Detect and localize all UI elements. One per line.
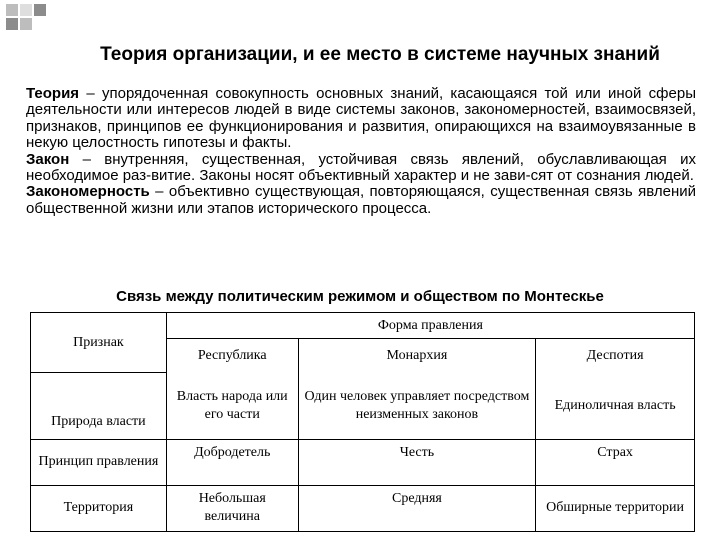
feature-header: Признак <box>31 313 167 373</box>
table-title: Связь между политическим режимом и обществом по Монтескье <box>116 288 604 305</box>
table-cell: Один человек управляет посредством неизменных законов <box>298 373 536 439</box>
column-header: Республика <box>166 339 298 373</box>
column-header: Монархия <box>298 339 536 373</box>
definition-separator: – <box>79 85 102 102</box>
definition-separator: – <box>149 183 169 201</box>
row-label: Территория <box>31 485 167 531</box>
table-cell: Честь <box>298 439 536 485</box>
table-cell: Страх <box>536 439 695 485</box>
table-cell: Власть народа или его части <box>166 373 298 439</box>
definition-regularity <box>26 184 696 217</box>
table-row <box>31 485 695 531</box>
row-label: Принцип правления <box>31 439 167 485</box>
corner-square <box>20 4 32 16</box>
montesquieu-table <box>30 312 695 532</box>
row-label: Природа власти <box>31 373 167 439</box>
definition-term: Закономерность <box>26 183 150 201</box>
page-title: Теория организации, и ее место в системе научных знаний <box>100 44 660 65</box>
corner-square <box>20 18 32 30</box>
table-cell: Добродетель <box>166 439 298 485</box>
table-cell: Небольшая величина <box>166 485 298 531</box>
definitions-block <box>26 86 696 217</box>
table-row <box>31 373 695 439</box>
definition-law <box>26 152 696 185</box>
definition-term: Закон <box>26 150 70 168</box>
definition-text: объективно существующая, повторяющаяся, существенная связь явлений общественной жизни или этапов исторического процесса. <box>26 183 696 217</box>
corner-square <box>6 18 18 30</box>
column-header: Деспотия <box>536 339 695 373</box>
decorative-corner-squares <box>0 0 60 40</box>
definition-separator: – <box>69 150 105 168</box>
table-header-row <box>31 313 695 339</box>
corner-square <box>6 4 18 16</box>
group-header: Форма правления <box>166 313 694 339</box>
definition-text: упорядоченная совокупность основных знаний, касающаяся той или иной сферы деятельности или интересов людей в виде системы законов, закономерностей, взаимосвязей, признаков, принципов ее функционирования и развития, опирающихся на взаимоувязанные в некую целостность гипотезы и факты. <box>26 85 696 152</box>
definition-term: Теория <box>26 85 80 102</box>
definition-theory <box>26 86 696 152</box>
table-cell: Средняя <box>298 485 536 531</box>
table-cell: Единоличная власть <box>536 373 695 439</box>
corner-square <box>34 4 46 16</box>
definition-text: внутренняя, существенная, устойчивая связь явлений, обуславливающая их необходимое раз-витие. Законы носят объективный характер и не зави-сят от сознания людей. <box>26 150 696 185</box>
table-cell: Обширные территории <box>536 485 695 531</box>
table-row <box>31 439 695 485</box>
